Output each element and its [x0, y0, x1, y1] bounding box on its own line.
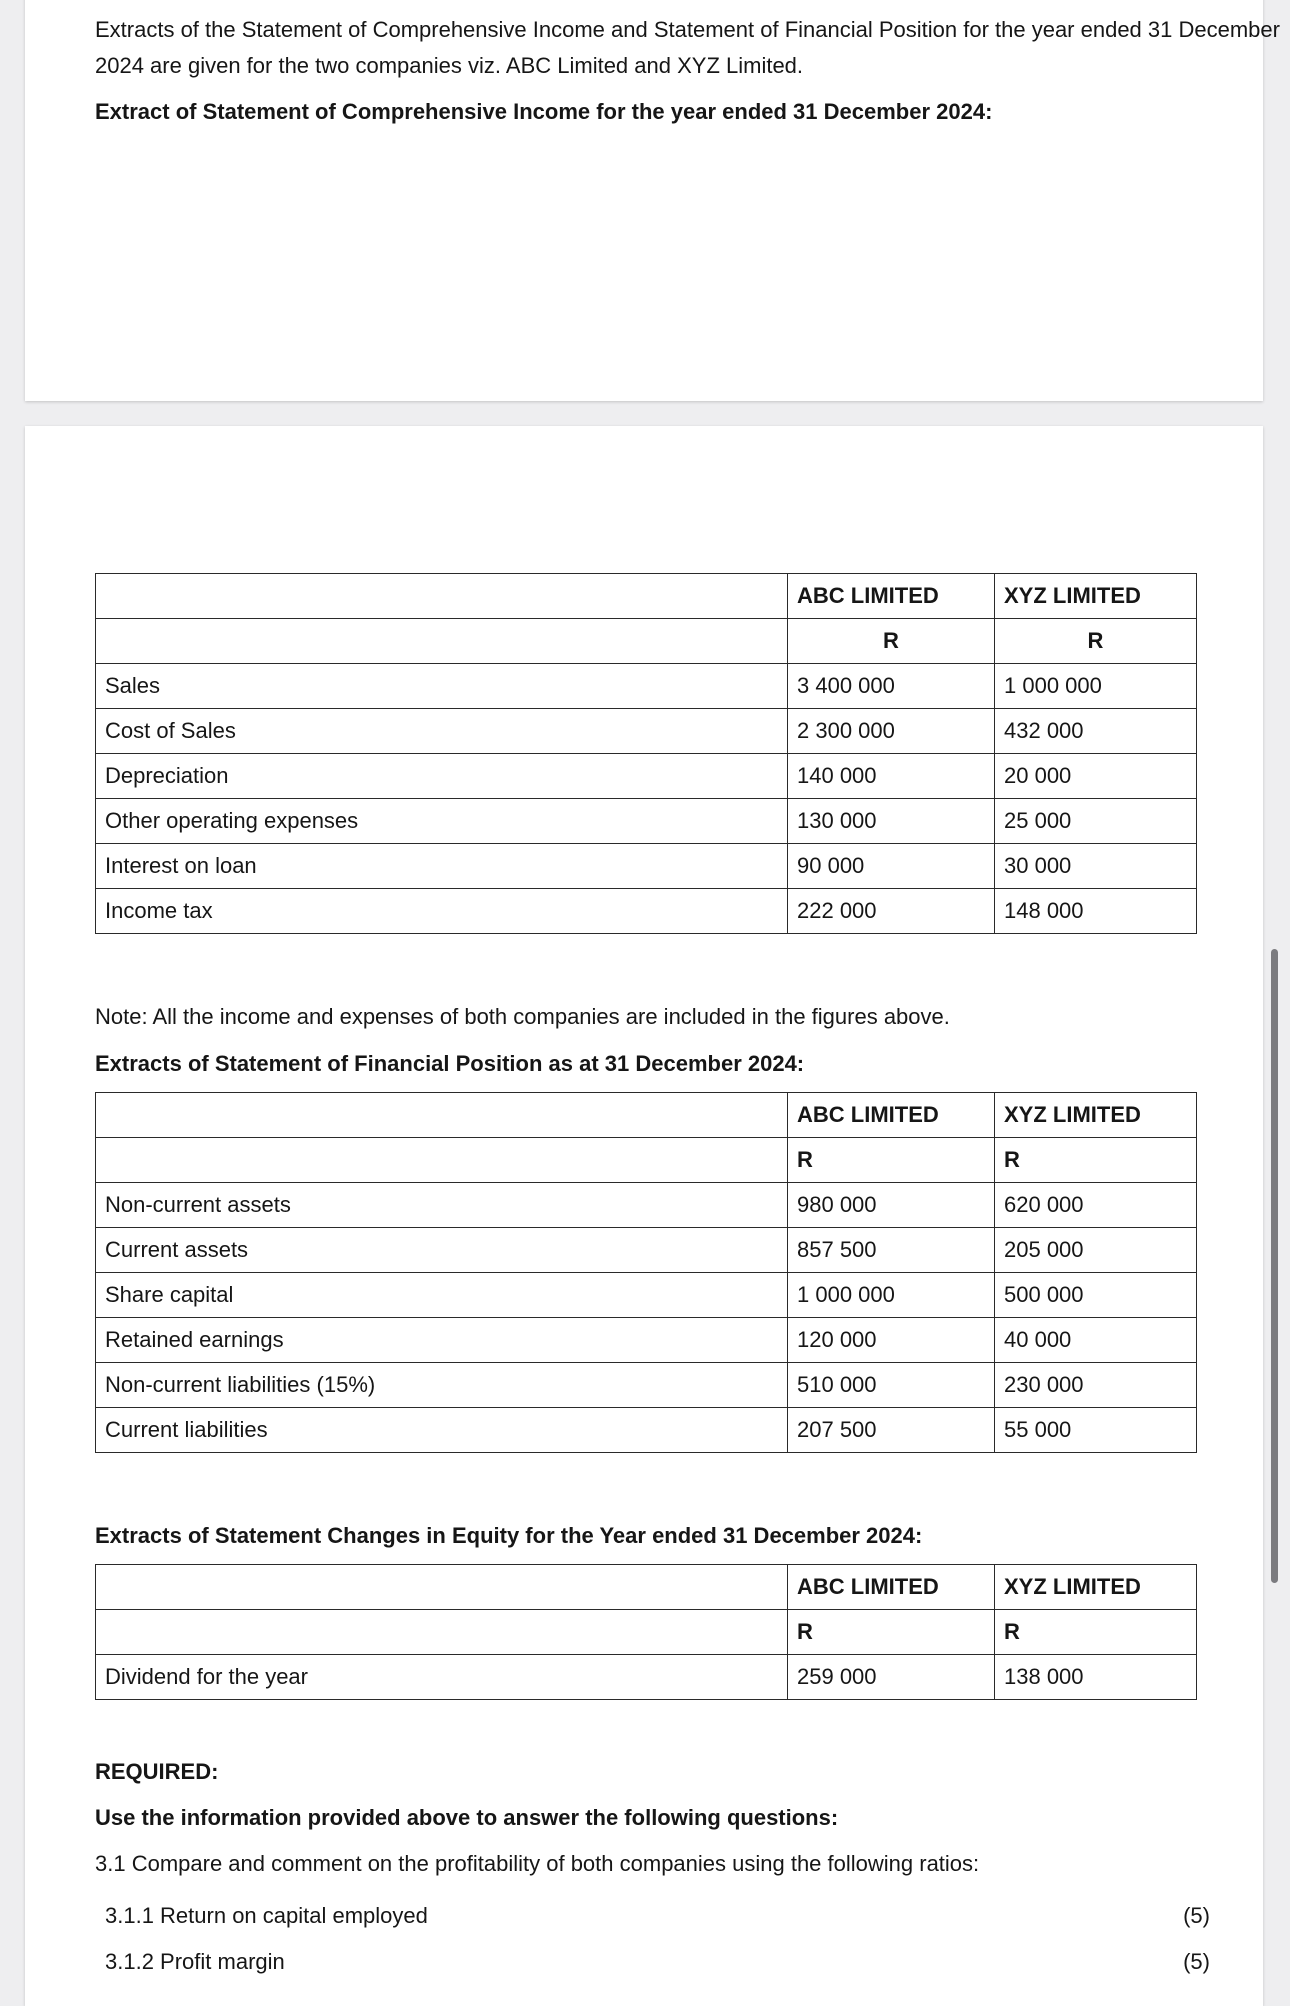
header-blank-cell — [96, 1565, 788, 1610]
xyz-value: 30 000 — [995, 844, 1197, 889]
abc-value: 120 000 — [788, 1318, 995, 1363]
table-row — [96, 1273, 1197, 1318]
currency-row — [96, 1138, 1197, 1183]
table-row — [96, 709, 1197, 754]
abc-value: 980 000 — [788, 1183, 995, 1228]
abc-value: 1 000 000 — [788, 1273, 995, 1318]
row-label: Non-current assets — [96, 1183, 788, 1228]
header-xyz-limited: XYZ LIMITED — [995, 1565, 1197, 1610]
intro-line-1: Extracts of the Statement of Comprehensive Income and Statement of Financial Position for the year ended 31 December — [95, 17, 1280, 42]
row-label: Interest on loan — [96, 844, 788, 889]
xyz-value: 55 000 — [995, 1408, 1197, 1453]
income-statement-heading: Extract of Statement of Comprehensive Income for the year ended 31 December 2024: — [95, 99, 993, 124]
currency-abc: R — [788, 1138, 995, 1183]
question-3-1-2: 3.1.2 Profit margin — [105, 1949, 285, 1974]
table-row — [96, 844, 1197, 889]
intro-line-2: 2024 are given for the two companies viz. ABC Limited and XYZ Limited. — [95, 53, 804, 78]
xyz-value: 148 000 — [995, 889, 1197, 934]
xyz-value: 432 000 — [995, 709, 1197, 754]
question-3-1: 3.1 Compare and comment on the profitability of both companies using the following ratios: — [95, 1851, 980, 1876]
equity-changes-table — [95, 1564, 1197, 1700]
abc-value: 2 300 000 — [788, 709, 995, 754]
question-3-1-1: 3.1.1 Return on capital employed — [105, 1903, 428, 1928]
xyz-value: 205 000 — [995, 1228, 1197, 1273]
xyz-value: 1 000 000 — [995, 664, 1197, 709]
xyz-value: 25 000 — [995, 799, 1197, 844]
abc-value: 90 000 — [788, 844, 995, 889]
table-row — [96, 1318, 1197, 1363]
row-label: Share capital — [96, 1273, 788, 1318]
table-row — [96, 889, 1197, 934]
row-label: Current assets — [96, 1228, 788, 1273]
table-row — [96, 1228, 1197, 1273]
required-title: REQUIRED: — [95, 1759, 219, 1784]
currency-abc: R — [788, 1610, 995, 1655]
income-statement-table — [95, 573, 1197, 934]
table-row — [96, 664, 1197, 709]
currency-row — [96, 1610, 1197, 1655]
note-text: Note: All the income and expenses of both companies are included in the figures above. — [95, 1004, 950, 1029]
table-header-row — [96, 1565, 1197, 1610]
table-row — [96, 1363, 1197, 1408]
row-label: Dividend for the year — [96, 1655, 788, 1700]
row-label: Depreciation — [96, 754, 788, 799]
row-label: Sales — [96, 664, 788, 709]
header-xyz-limited: XYZ LIMITED — [995, 574, 1197, 619]
abc-value: 207 500 — [788, 1408, 995, 1453]
currency-xyz: R — [995, 619, 1197, 664]
header-abc-limited: ABC LIMITED — [788, 574, 995, 619]
xyz-value: 20 000 — [995, 754, 1197, 799]
currency-blank-cell — [96, 619, 788, 664]
header-blank-cell — [96, 1093, 788, 1138]
row-label: Income tax — [96, 889, 788, 934]
table-header-row — [96, 1093, 1197, 1138]
currency-xyz: R — [995, 1610, 1197, 1655]
table-row — [96, 1408, 1197, 1453]
currency-blank-cell — [96, 1138, 788, 1183]
header-blank-cell — [96, 574, 788, 619]
xyz-value: 138 000 — [995, 1655, 1197, 1700]
row-label: Current liabilities — [96, 1408, 788, 1453]
table-row — [96, 799, 1197, 844]
table-header-row — [96, 574, 1197, 619]
row-label: Non-current liabilities (15%) — [96, 1363, 788, 1408]
xyz-value: 500 000 — [995, 1273, 1197, 1318]
vertical-scrollbar[interactable] — [1271, 949, 1278, 1583]
table-row — [96, 1655, 1197, 1700]
table-row — [96, 1183, 1197, 1228]
xyz-value: 230 000 — [995, 1363, 1197, 1408]
abc-value: 130 000 — [788, 799, 995, 844]
marks-3-1-2: (5) — [1183, 1949, 1210, 1974]
row-label: Other operating expenses — [96, 799, 788, 844]
abc-value: 222 000 — [788, 889, 995, 934]
currency-abc: R — [788, 619, 995, 664]
equity-heading: Extracts of Statement Changes in Equity for the Year ended 31 December 2024: — [95, 1523, 923, 1548]
financial-position-table — [95, 1092, 1197, 1453]
required-instruction: Use the information provided above to answer the following questions: — [95, 1805, 839, 1830]
abc-value: 259 000 — [788, 1655, 995, 1700]
abc-value: 857 500 — [788, 1228, 995, 1273]
currency-xyz: R — [995, 1138, 1197, 1183]
table-row — [96, 754, 1197, 799]
header-xyz-limited: XYZ LIMITED — [995, 1093, 1197, 1138]
xyz-value: 620 000 — [995, 1183, 1197, 1228]
header-abc-limited: ABC LIMITED — [788, 1093, 995, 1138]
marks-3-1-1: (5) — [1183, 1903, 1210, 1928]
row-label: Retained earnings — [96, 1318, 788, 1363]
currency-blank-cell — [96, 1610, 788, 1655]
abc-value: 140 000 — [788, 754, 995, 799]
abc-value: 510 000 — [788, 1363, 995, 1408]
xyz-value: 40 000 — [995, 1318, 1197, 1363]
financial-position-heading: Extracts of Statement of Financial Position as at 31 December 2024: — [95, 1051, 805, 1076]
header-abc-limited: ABC LIMITED — [788, 1565, 995, 1610]
currency-row — [96, 619, 1197, 664]
row-label: Cost of Sales — [96, 709, 788, 754]
abc-value: 3 400 000 — [788, 664, 995, 709]
